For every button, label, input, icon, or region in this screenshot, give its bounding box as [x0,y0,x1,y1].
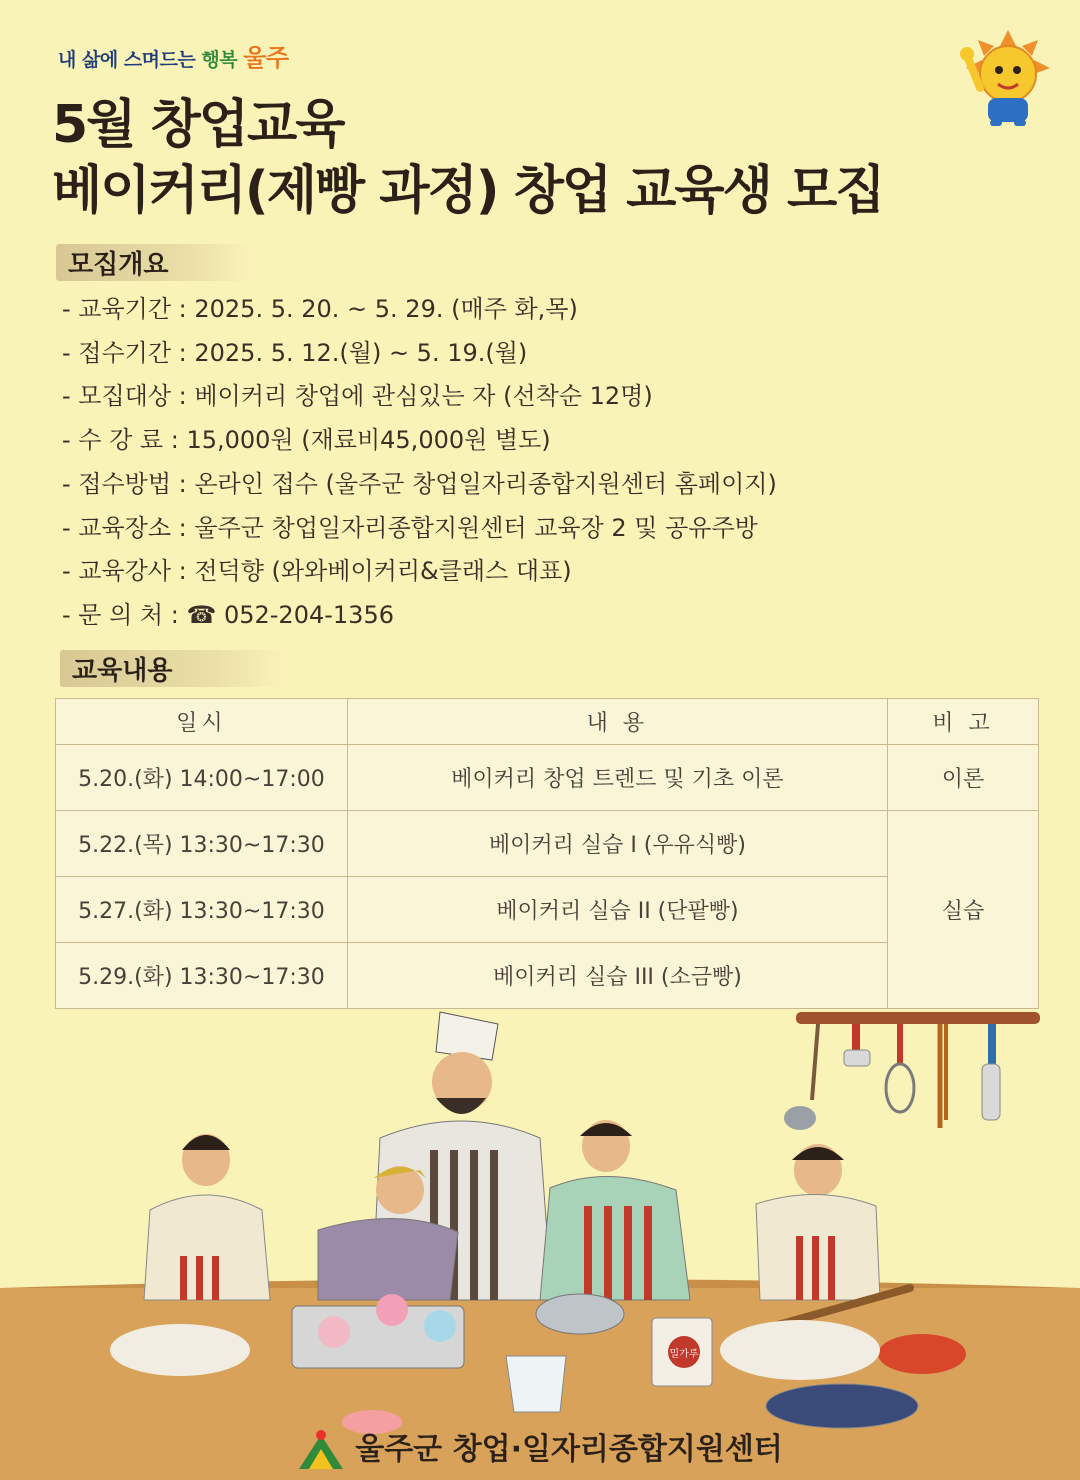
schedule-table [55,698,1039,1009]
page-title [52,92,883,224]
row-content: 베이커리 실습 I (우유식빵) [347,811,887,877]
row-content: 베이커리 실습 II (단팥빵) [347,877,887,943]
footer-org-name: 울주군 창업·일자리종합지원센터 [355,1432,783,1467]
title-line-2: 베이커리(제빵 과정) 창업 교육생 모집 [52,161,884,221]
overview-item-method: - 접수방법 : 온라인 접수 (울주군 창업일자리종합지원센터 홈페이지) [62,469,777,498]
header-date: 일시 [56,699,348,745]
table-row [56,811,1039,877]
table-row [56,745,1039,811]
row-date: 5.29.(화) 13:30~17:30 [56,943,348,1009]
row-date: 5.20.(화) 14:00~17:00 [56,745,348,811]
overview-item-fee: - 수 강 료 : 15,000원 (재료비45,000원 별도) [62,426,551,455]
row-content: 베이커리 창업 트렌드 및 기초 이론 [347,745,887,811]
row-date: 5.22.(목) 13:30~17:30 [56,811,348,877]
overview-item-period: - 교육기간 : 2025. 5. 20. ~ 5. 29. (매주 화,목) [62,295,578,323]
flour-bag-icon [652,1318,712,1386]
table-header-row [56,699,1039,745]
overview-item-instructor: - 교육강사 : 전덕향 (와와베이커리&클래스 대표) [62,557,572,586]
row-date: 5.27.(화) 13:30~17:30 [56,877,348,943]
slogan [58,38,289,73]
content-heading: 교육내용 [60,650,286,687]
slogan-happy: 행복 [201,49,238,71]
overview-item-contact: - 문 의 처 : ☎ 052-204-1356 [62,600,394,629]
overview-item-target: - 모집대상 : 베이커리 창업에 관심있는 자 (선착순 12명) [62,382,653,411]
flour-bag-label: 밀가루 [669,1349,699,1360]
overview-list [62,288,777,638]
header-note: 비 고 [887,699,1038,745]
sun-mascot-icon [960,28,1056,128]
title-line-1: 5월 창업교육 [52,95,344,155]
row-note: 실습 [887,811,1038,1009]
row-content: 베이커리 실습 III (소금빵) [347,943,887,1009]
footer-org [0,1424,1080,1473]
slogan-ulju: 울주 [243,44,289,72]
overview-heading: 모집개요 [56,244,252,281]
mountain-logo-icon [297,1429,345,1473]
student-left-figure [144,1134,270,1300]
overview-item-application-period: - 접수기간 : 2025. 5. 12.(월) ~ 5. 19.(월) [62,338,528,367]
header-content: 내 용 [347,699,887,745]
slogan-text: 내 삶에 스며드는 [58,49,196,71]
row-note: 이론 [887,745,1038,811]
baking-class-illustration [0,1000,1080,1480]
utensil-rack-icon [784,1012,1040,1130]
overview-item-location: - 교육장소 : 울주군 창업일자리종합지원센터 교육장 2 및 공유주방 [62,513,758,542]
